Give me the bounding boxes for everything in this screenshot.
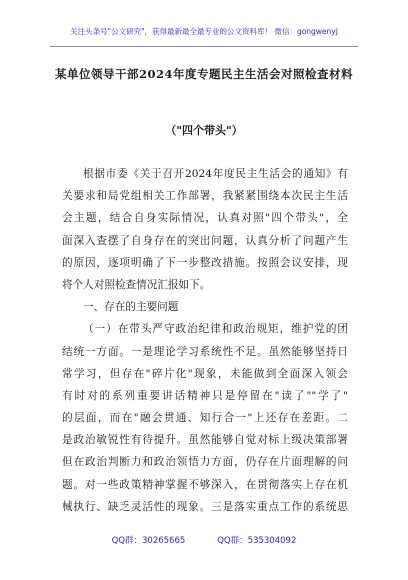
paragraph-line: 结统一方面。一是理论学习系统性不足。虽然能够坚持日 bbox=[62, 345, 348, 358]
header-divider bbox=[50, 46, 358, 47]
paragraph-line: 但在政治判断力和政治领悟力方面，仍存在片面理解的问 bbox=[62, 456, 348, 469]
footer-qq-group-2: QQ群：535304092 bbox=[217, 536, 297, 546]
paragraph-line: 常学习，但存在"碎片化"现象，未能做到全面深入领会 bbox=[62, 367, 348, 380]
paragraph-line: 会主题，结合自身实际情况，认真对照"四个带头"，全 bbox=[62, 212, 348, 225]
document-subtitle: （"四个带头"） bbox=[165, 124, 243, 137]
section-heading: 一、存在的主要问题 bbox=[83, 301, 179, 314]
paragraph-line: 将个人对照检查情况汇报如下。 bbox=[62, 278, 211, 291]
paragraph-line: 面深入查摆了自身存在的突出问题，认真分析了问题产生 bbox=[62, 234, 348, 247]
document-body bbox=[62, 163, 348, 518]
paragraph-line: 有时对的系列重要讲话精神只是停留在"读了""学了" bbox=[62, 389, 348, 402]
paragraph-line: （一）在带头严守政治纪律和政治规矩，维护党的团 bbox=[83, 323, 348, 336]
paragraph-line: 的层面，而在"融会贯通、知行合一"上还存在差距。二 bbox=[62, 412, 348, 425]
paragraph-line: 关要求和局党组相关工作部署，我紧紧围绕本次民主生活 bbox=[62, 190, 348, 203]
footer-qq-group-1: QQ群：30265665 bbox=[111, 536, 186, 546]
paragraph-line: 题。对一些政策精神掌握不够深入，在贯彻落实上存在机 bbox=[62, 478, 348, 491]
paragraph-line: 根据市委《关于召开2024年度民主生活会的通知》有 bbox=[83, 168, 348, 180]
footer bbox=[0, 534, 408, 546]
paragraph-line: 械执行、缺乏灵活性的现象。三是落实重点工作的系统思 bbox=[62, 500, 348, 513]
header-banner: 关注头条号"公文研究"，获得最新最全最专业的公文资料库！ 微信：gongwenyj bbox=[70, 27, 338, 36]
paragraph-line: 的原因，逐项明确了下一步整改措施。按照会议安排，现 bbox=[62, 256, 348, 269]
document-title: 某单位领导干部2024年度专题民主生活会对照检查材料 bbox=[54, 67, 353, 81]
paragraph-line: 是政治敏锐性有待提升。虽然能够自觉对标上级决策部署 bbox=[62, 434, 348, 447]
